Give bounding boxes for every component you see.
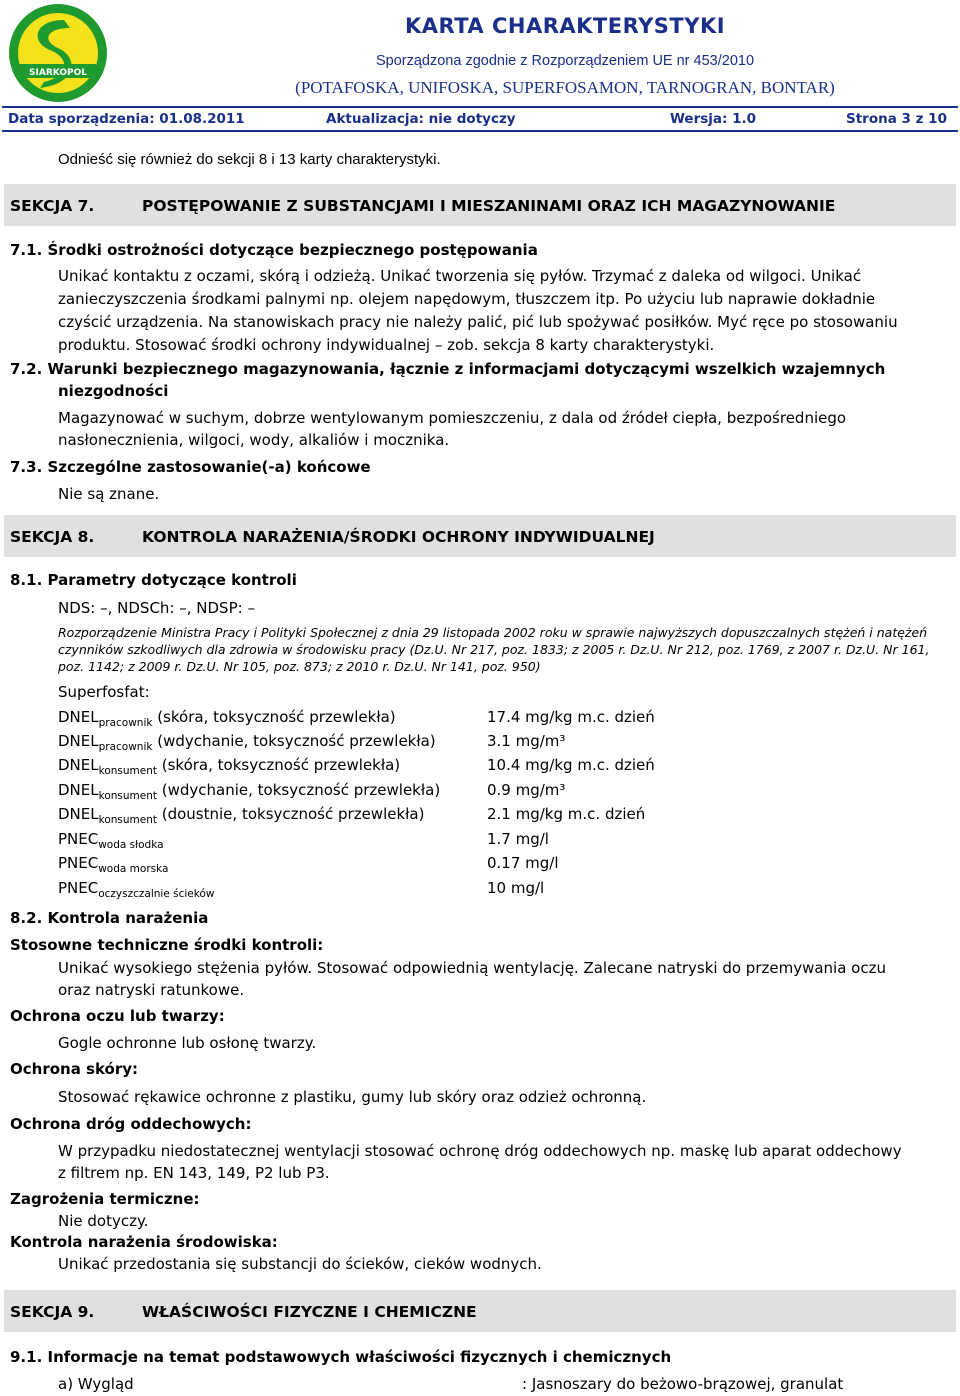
param-value: 10.4 mg/kg m.c. dzień [487, 756, 655, 774]
text-fragment: PNEC [58, 830, 99, 848]
subsection-7-2-heading: 7.2. Warunki bezpiecznego magazynowania, łącznie z informacjami dotyczącymi wszelkich wzajemnych [10, 360, 886, 378]
respiratory-protection-heading: Ochrona dróg oddechowych: [10, 1115, 252, 1133]
eye-protection-heading: Ochrona oczu lub twarzy: [10, 1007, 225, 1025]
section-7-title: POSTĘPOWANIE Z SUBSTANCJAMI I MIESZANINAMI ORAZ ICH MAGAZYNOWANIE [142, 197, 836, 215]
param-value: 0.9 mg/m³ [487, 781, 566, 799]
text-fragment: (wdychanie, toksyczność przewlekła) [152, 732, 436, 750]
text-fragment: (doustnie, toksyczność przewlekła) [156, 805, 425, 823]
param-value: 17.4 mg/kg m.c. dzień [487, 708, 655, 726]
version-info: Wersja: 1.0 [670, 111, 757, 127]
text-fragment: woda słodka [98, 839, 164, 851]
param-value: 2.1 mg/kg m.c. dzień [487, 805, 646, 823]
param-label [58, 804, 424, 824]
document-subtitle: Sporządzona zgodnie z Rozporządzeniem UE nr 453/2010 [375, 53, 755, 69]
param-label [58, 755, 400, 775]
paragraph-line: z filtrem np. EN 143, 149, P2 lub P3. [58, 1164, 330, 1182]
param-label [58, 878, 214, 898]
text-fragment: woda morska [98, 863, 169, 875]
param-label [58, 780, 440, 800]
paragraph-line: Magazynować w suchym, dobrze wentylowanym pomieszczeniu, z dala od źródeł ciepła, bezpośredniego [58, 409, 847, 427]
text-fragment: DNEL [58, 732, 99, 750]
subsection-9-1-heading: 9.1. Informacje na temat podstawowych właściwości fizycznych i chemicznych [10, 1348, 672, 1366]
intro-note: Odnieść się również do sekcji 8 i 13 karty charakterystyki. [58, 151, 441, 168]
text-fragment: (skóra, toksyczność przewlekła) [156, 756, 401, 774]
page-number: Strona 3 z 10 [846, 111, 947, 127]
exposure-limits: NDS: –, NDSCh: –, NDSP: – [58, 599, 255, 617]
paragraph-line: oraz natryski ratunkowe. [58, 981, 245, 999]
paragraph-line: W przypadku niedostatecznej wentylacji stosować ochronę dróg oddechowych np. maskę lub aparat oddechowy [58, 1142, 902, 1160]
company-logo [4, 2, 112, 104]
subsection-7-2-heading-cont: niezgodności [58, 382, 169, 400]
text-fragment: DNEL [58, 708, 99, 726]
paragraph-line: Unikać wysokiego stężenia pyłów. Stosować odpowiednią wentylację. Zalecane natryski do przemywania oczu [58, 959, 886, 977]
text-fragment: konsument [98, 765, 157, 777]
substance-label: Superfosfat: [58, 683, 150, 701]
document-title: KARTA CHARAKTERYSTYKI [404, 14, 726, 38]
subsection-7-3-heading: 7.3. Szczególne zastosowanie(-a) końcowe [10, 458, 371, 476]
update-info: Aktualizacja: nie dotyczy [326, 111, 516, 127]
text-fragment: PNEC [58, 854, 99, 872]
param-value: 1.7 mg/l [487, 830, 549, 848]
section-8-number: SEKCJA 8. [10, 528, 95, 546]
text-fragment: oczyszczalnie ścieków [98, 888, 215, 900]
tech-controls-heading: Stosowne techniczne środki kontroli: [10, 936, 324, 954]
property-label: a) Wygląd [58, 1375, 134, 1393]
logo-text: SIARKOPOL [29, 68, 87, 78]
skin-protection-heading: Ochrona skóry: [10, 1060, 139, 1078]
issue-date: Data sporządzenia: 01.08.2011 [8, 111, 245, 127]
product-list: (POTAFOSKA, UNIFOSKA, SUPERFOSAMON, TARNOGRAN, BONTAR) [295, 78, 835, 97]
paragraph-line: Gogle ochronne lub osłonę twarzy. [58, 1034, 317, 1052]
text-fragment: pracownik [98, 741, 153, 753]
text-fragment: DNEL [58, 756, 99, 774]
env-controls-heading: Kontrola narażenia środowiska: [10, 1233, 278, 1251]
text-fragment: DNEL [58, 781, 99, 799]
paragraph-line: Unikać przedostania się substancji do ścieków, cieków wodnych. [58, 1255, 542, 1273]
text-fragment: (wdychanie, toksyczność przewlekła) [156, 781, 441, 799]
text-fragment: PNEC [58, 879, 99, 897]
section-8-title: KONTROLA NARAŻENIA/ŚRODKI OCHRONY INDYWIDUALNEJ [142, 528, 655, 546]
header-divider [2, 106, 958, 108]
section-7-number: SEKCJA 7. [10, 197, 95, 215]
subsection-7-1-heading: 7.1. Środki ostrożności dotyczące bezpiecznego postępowania [10, 241, 538, 259]
param-value: 0.17 mg/l [487, 854, 559, 872]
paragraph-line: nasłonecznienia, wilgoci, wody, alkaliów i mocznika. [58, 431, 450, 449]
param-label [58, 853, 168, 873]
regulation-line: czynników szkodliwych dla zdrowia w środowisku pracy (Dz.U. Nr 217, poz. 1833; z 2005 r. Dz.U. Nr 212, poz. 1769, z 2007 r. Dz.U. Nr 161, [58, 642, 930, 657]
subsection-8-2-heading: 8.2. Kontrola narażenia [10, 909, 209, 927]
regulation-line: Rozporządzenie Ministra Pracy i Polityki Społecznej z dnia 29 listopada 2002 roku w sprawie najwyższych dopuszczalnych stężeń i natężeń [58, 625, 928, 640]
paragraph-line: czyścić urządzenia. Na stanowiskach pracy nie należy palić, pić lub spożywać posiłków. Myć ręce po stosowaniu [58, 313, 898, 331]
meta-divider [2, 130, 958, 132]
text-fragment: DNEL [58, 805, 99, 823]
text-fragment: konsument [98, 790, 157, 802]
text-fragment: pracownik [98, 717, 153, 729]
paragraph-line: Nie dotyczy. [58, 1212, 149, 1230]
thermal-hazards-heading: Zagrożenia termiczne: [10, 1190, 200, 1208]
subsection-8-1-heading: 8.1. Parametry dotyczące kontroli [10, 571, 297, 589]
paragraph-line: zanieczyszczenia środkami palnymi np. olejem napędowym, tłuszczem itp. Po użyciu lub naprawie dokładnie [58, 290, 876, 308]
param-value: 3.1 mg/m³ [487, 732, 566, 750]
param-label [58, 731, 436, 751]
regulation-line: poz. 1142; z 2009 r. Dz.U. Nr 105, poz. 873; z 2010 r. Dz.U. Nr 141, poz. 950) [58, 659, 541, 674]
property-value: : Jasnoszary do beżowo-brązowej, granulat [522, 1375, 844, 1393]
paragraph-line: Stosować rękawice ochronne z plastiku, gumy lub skóry oraz odzież ochronną. [58, 1088, 647, 1106]
param-label [58, 707, 396, 727]
param-label [58, 829, 164, 849]
section-9-title: WŁAŚCIWOŚCI FIZYCZNE I CHEMICZNE [142, 1303, 477, 1321]
text-fragment: konsument [98, 814, 157, 826]
paragraph-line: Unikać kontaktu z oczami, skórą i odzieżą. Unikać tworzenia się pyłów. Trzymać z daleka od wilgoci. Unikać [58, 267, 862, 285]
section-9-number: SEKCJA 9. [10, 1303, 95, 1321]
paragraph-line: Nie są znane. [58, 485, 160, 503]
param-value: 10 mg/l [487, 879, 545, 897]
text-fragment: (skóra, toksyczność przewlekła) [152, 708, 396, 726]
paragraph-line: produktu. Stosować środki ochrony indywidualnej – zob. sekcja 8 karty charakterystyki. [58, 336, 715, 354]
